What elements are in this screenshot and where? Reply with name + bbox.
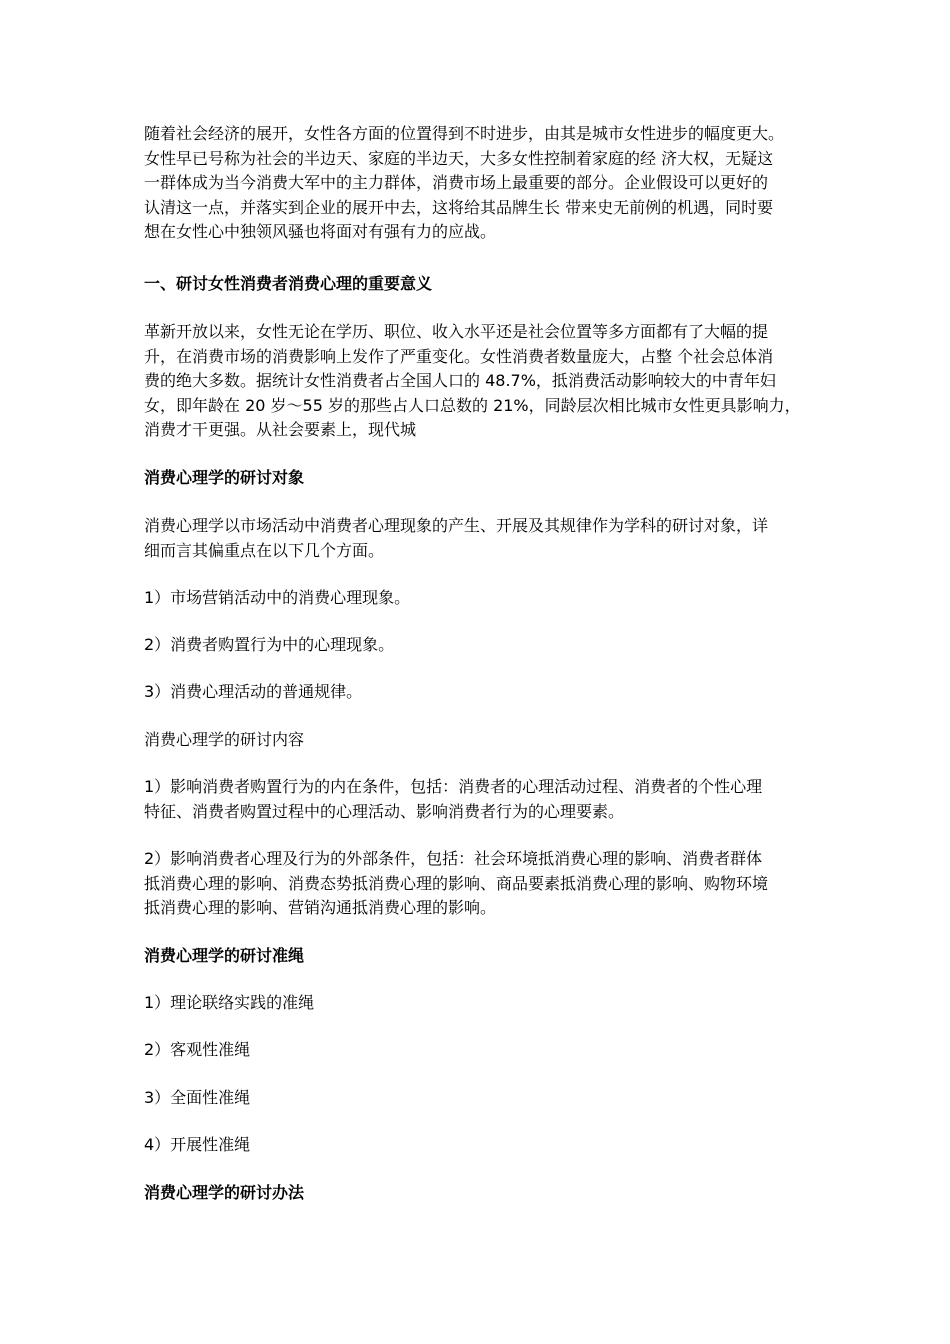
objects-paragraph <box>144 514 814 563</box>
intro-line: 认清这一点，并落实到企业的展开中去，这将给其品牌生长 带来史无前例的机遇，同时要 <box>144 197 774 217</box>
significance-line: 消费才干更强。从社会要素上，现代城 <box>144 420 417 439</box>
content-item-internal <box>144 775 814 824</box>
intro-line: 想在女性心中独领风骚也将面对有强有力的应战。 <box>144 222 497 241</box>
significance-line: 革新开放以来，女性无论在学历、职位、收入水平还是社会位置等多方面都有了大幅的提 <box>144 322 769 341</box>
list-item: 1）市场营销活动中的消费心理现象。 <box>144 588 411 607</box>
intro-paragraph <box>144 122 814 245</box>
section-heading-objects: 消费心理学的研讨对象 <box>144 468 305 487</box>
content-line: 特征、消费者购置过程中的心理活动、影响消费者行为的心理要素。 <box>144 801 625 821</box>
list-item: 1）理论联络实践的准绳 <box>144 993 315 1012</box>
section-heading-significance: 一、研讨女性消费者消费心理的重要意义 <box>144 274 433 293</box>
significance-line: 费的绝大多数。据统计女性消费者占全国人口的 48.7%，抵消费活动影响较大的中青年妇 <box>144 371 776 390</box>
significance-line: 女，即年龄在 20 岁～55 岁的那些占人口总数的 21%，同龄层次相比城市女性更具影响力， <box>144 395 801 415</box>
content-line: 抵消费心理的影响、营销沟通抵消费心理的影响。 <box>144 898 497 917</box>
intro-line: 一群体成为当今消费大军中的主力群体，消费市场上最重要的部分。企业假设可以更好的 <box>144 173 769 192</box>
intro-line: 随着社会经济的展开，女性各方面的位置得到不时进步，由其是城市女性进步的幅度更大。 <box>144 124 785 143</box>
objects-line: 细而言其偏重点在以下几个方面。 <box>144 540 385 560</box>
list-item: 3）消费心理活动的普通规律。 <box>144 682 363 701</box>
list-item: 2）消费者购置行为中的心理现象。 <box>144 635 395 654</box>
intro-line: 女性早已号称为社会的半边天、家庭的半边天，大多女性控制着家庭的经 济大权，无疑这 <box>144 148 774 168</box>
section-heading-content: 消费心理学的研讨内容 <box>144 730 305 749</box>
list-item: 4）开展性准绳 <box>144 1135 251 1154</box>
list-item: 3）全面性准绳 <box>144 1088 251 1107</box>
section-heading-principles: 消费心理学的研讨准绳 <box>144 946 305 965</box>
significance-line: 升，在消费市场的消费影响上发作了严重变化。女性消费者数量庞大，占整 个社会总体消 <box>144 346 774 366</box>
content-line: 抵消费心理的影响、消费态势抵消费心理的影响、商品要素抵消费心理的影响、购物环境 <box>144 873 769 893</box>
content-line: 1）影响消费者购置行为的内在条件，包括：消费者的心理活动过程、消费者的个性心理 <box>144 777 763 796</box>
list-item: 2）客观性准绳 <box>144 1040 251 1059</box>
section-heading-methods: 消费心理学的研讨办法 <box>144 1183 305 1202</box>
content-item-external <box>144 847 814 921</box>
content-line: 2）影响消费者心理及行为的外部条件，包括：社会环境抵消费心理的影响、消费者群体 <box>144 849 763 868</box>
significance-paragraph <box>144 320 814 443</box>
objects-line: 消费心理学以市场活动中消费者心理现象的产生、开展及其规律作为学科的研讨对象，详 <box>144 516 769 535</box>
